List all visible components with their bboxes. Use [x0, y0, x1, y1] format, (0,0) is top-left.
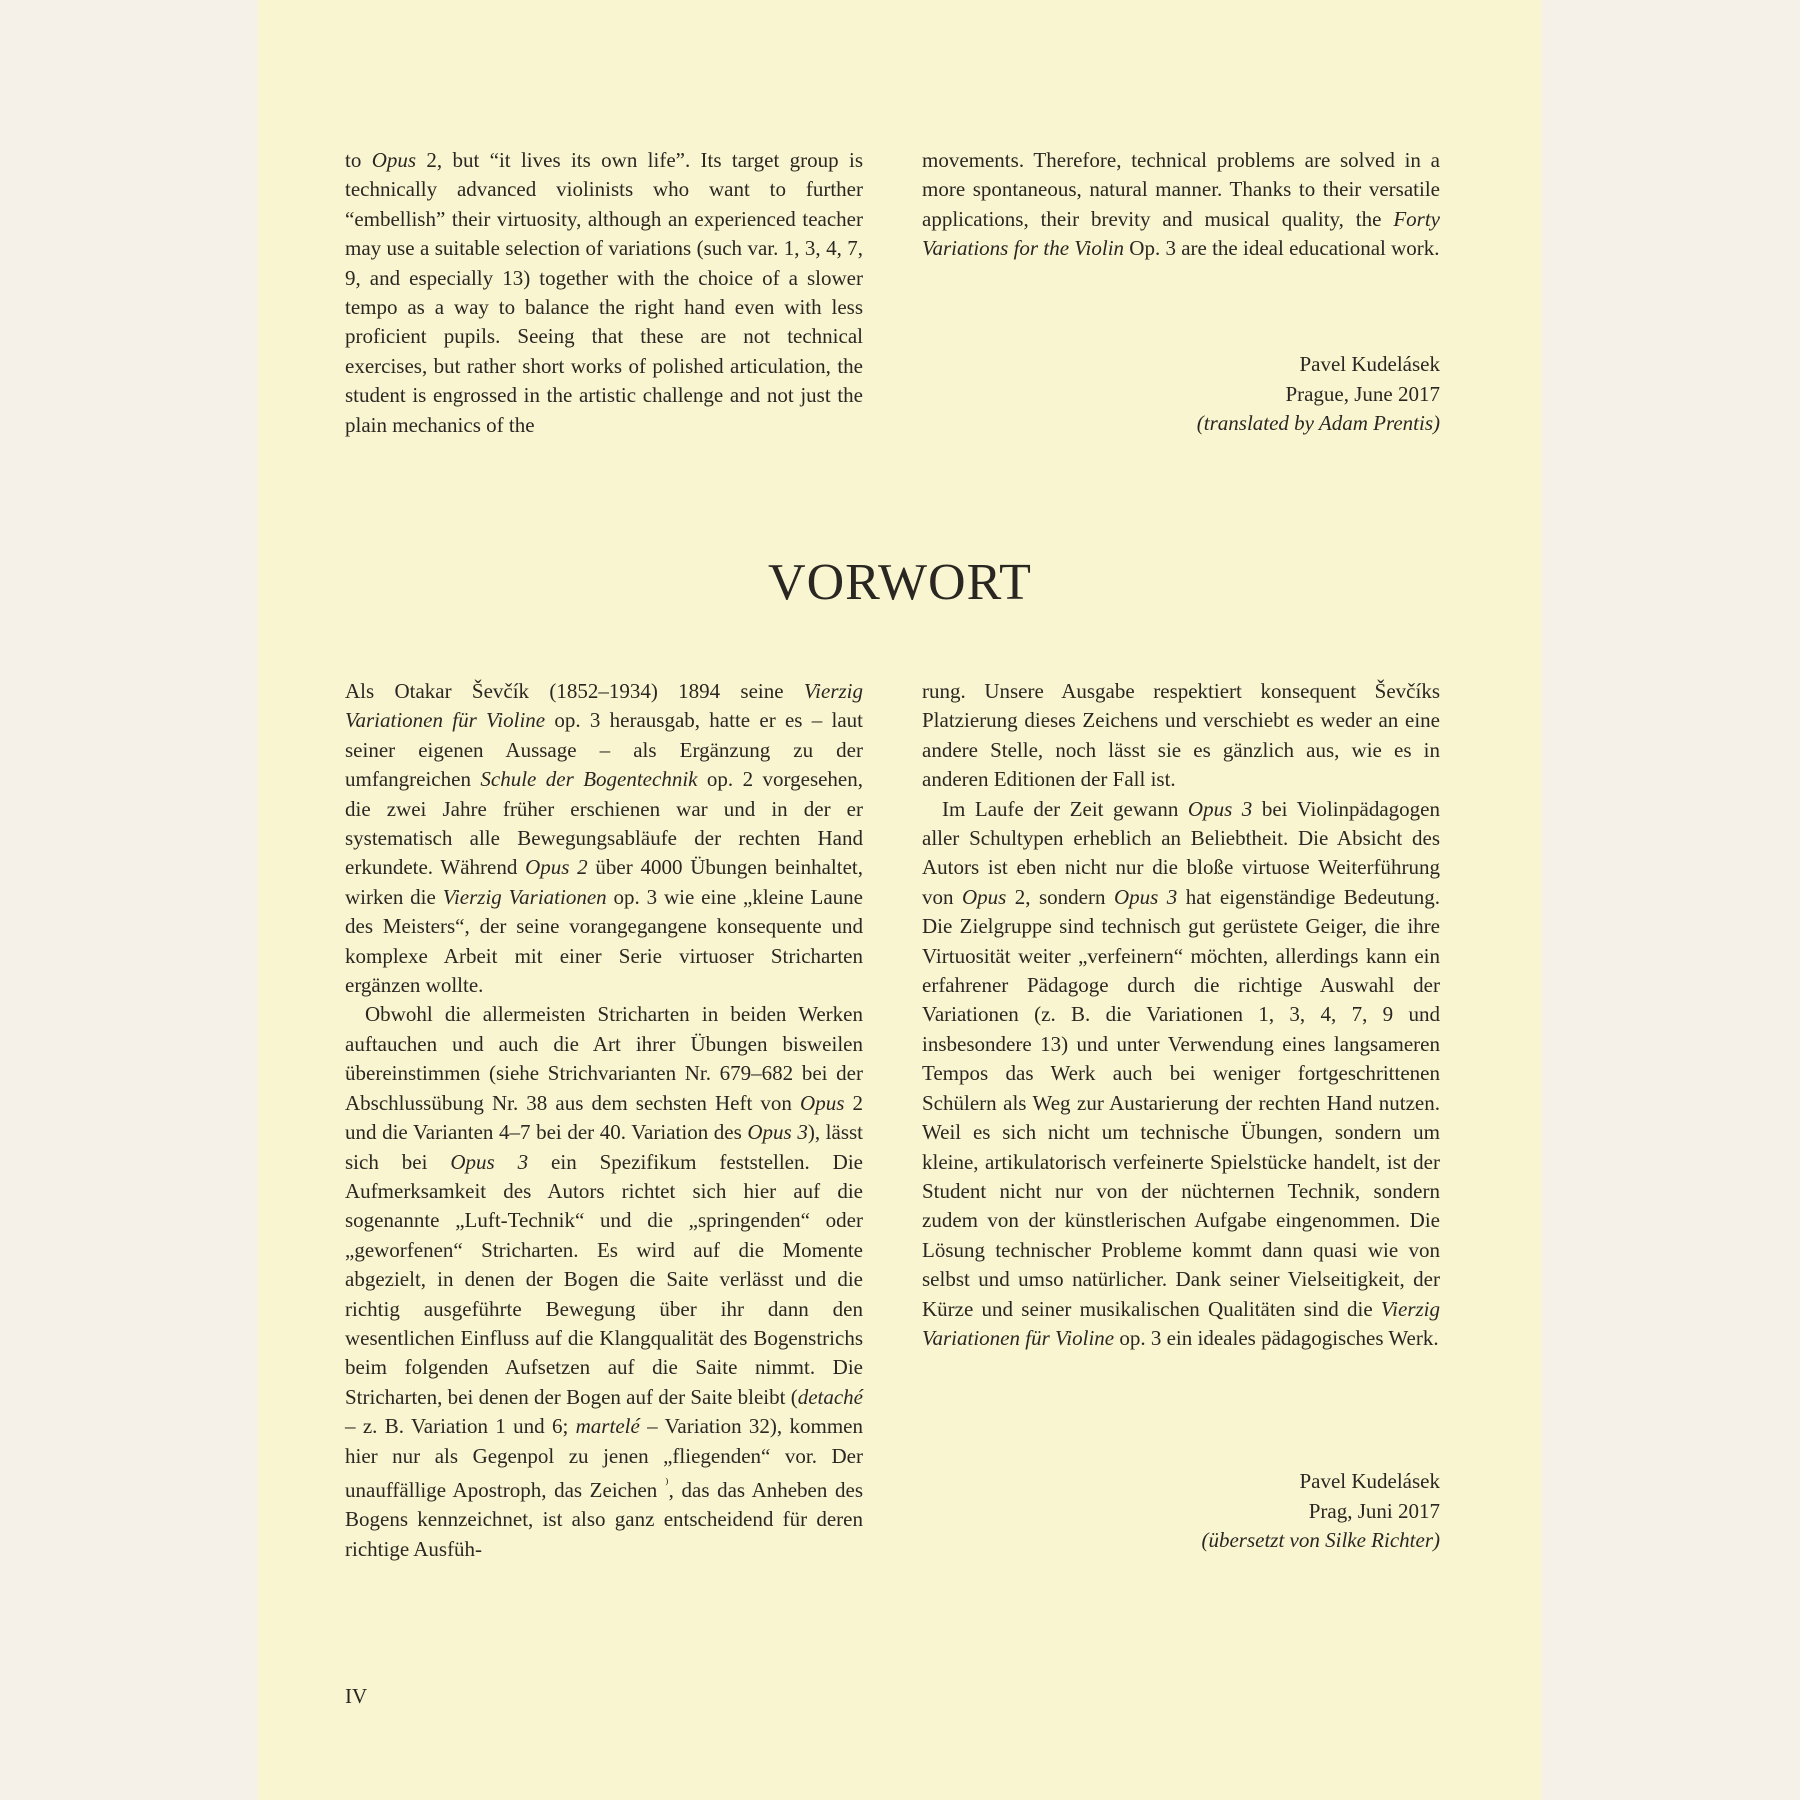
text-run: Im Laufe der Zeit gewann: [942, 796, 1188, 821]
text-run: 2 und die Varianten 4–7 bei der 40. Variation des: [345, 1090, 863, 1145]
text-run: bei Violinpädagogen aller Schultypen erheblich an Beliebtheit. Die Absicht des Autors ist eben nicht nur die bloße virtuose Weiterführung von: [922, 796, 1440, 909]
text-run: op. 3 ein ideales pädagogisches Werk.: [1114, 1325, 1439, 1350]
text-run: hat eigenständige Bedeutung. Die Zielgruppe sind technisch gut gerüstete Geiger, die ihre Virtuosität weiter „verfeinern“ möchten, allerdings kann ein erfahrener Pädagoge durch die richtige Auswahl der Variationen (z. B. die Variationen 1, 3, 4, 7, 9 und insbesondere 13) und unter Verwendung eines langsameren Tempos das Werk auch bei weniger fortgeschrittenen Schülern als Weg zur Austarierung der rechten Hand nutzen. Weil es sich nicht um technische Übungen, sondern um kleine, artikulatorisch verfeinerte Spielstücke handelt, ist der Student nicht nur von der nüchternen Technik, sondern zudem von der künstlerischen Aufgabe eingenommen. Die Lösung technischer Probleme kommt dann quasi wie von selbst und umso natürlicher. Dank seiner Vielseitigkeit, der Kürze und seiner musikalischen Qualitäten sind die: [922, 884, 1440, 1321]
english-text-right-column: [922, 146, 1440, 264]
text-run: über 4000 Übungen beinhaltet, wirken die: [345, 855, 863, 909]
text-run: ), lässt sich bei: [345, 1120, 863, 1174]
italic-text: Vierzig Variationen für Violine: [922, 1296, 1440, 1350]
german-text-right-column: [922, 677, 1440, 1353]
german-paragraph-2: [345, 1000, 863, 1564]
italic-text: Opus 3: [1187, 796, 1253, 821]
text-run: 2, sondern: [1006, 884, 1114, 909]
apostrophe-sign: ⁾: [664, 1476, 669, 1493]
italic-text: martelé: [575, 1414, 640, 1439]
text-run: ein Spezifikum feststellen. Die Aufmerksamkeit des Autors richtet sich hier auf die sogenannte „Luft-Technik“ und die „springenden“ oder „geworfenen“ Stricharten. Es wird auf die Momente abgezielt, in denen der Bogen die Saite verlässt und die richtig ausgeführte Bewegung über ihr dann den wesentlichen Einfluss auf die Klangqualität des Bogenstrichs beim folgenden Aufsetzen auf die Saite nimmt. Die Stricharten, bei denen der Bogen auf der Saite bleibt (: [345, 1149, 863, 1409]
italic-text: Vierzig Variationen: [442, 884, 607, 909]
english-paragraph: [345, 146, 863, 440]
translator-text: (übersetzt von Silke Richter): [1201, 1528, 1440, 1552]
text-run: rung. Unsere Ausgabe respektiert konsequent Ševčíks Platzierung dieses Zeichens und verschiebt es weder an eine andere Stelle, noch lässt sie es gänzlich aus, wie es in anderen Editionen der Fall ist.: [922, 679, 1440, 792]
english-paragraph: [922, 146, 1440, 264]
german-signature: [922, 1467, 1440, 1556]
italic-text: Vierzig Variationen für Violine: [345, 679, 863, 733]
italic-text: Opus 3: [450, 1149, 529, 1174]
author-name: Pavel Kudelásek: [1299, 352, 1440, 376]
italic-text: Schule der Bogentechnik: [480, 767, 698, 792]
section-title: VORWORT: [768, 554, 1032, 611]
translator-credit: [922, 409, 1440, 439]
translator-text: (translated by Adam Prentis): [1196, 411, 1440, 435]
place-date: Prag, Juni 2017: [1308, 1498, 1440, 1523]
italic-text: Opus: [961, 884, 1007, 909]
italic-text: Opus 2: [525, 855, 588, 880]
text-run: to: [345, 148, 372, 172]
text-run: op. 3 wie eine „kleine Laune des Meisters“, der seine vorangegangene konsequente und komplexe Arbeit mit einer Serie virtuoser Stricharten ergänzen wollte.: [345, 884, 863, 998]
text-run: op. 3 herausgab, hatte er es – laut seiner eigenen Aussage – als Ergänzung zu der umfangreichen: [345, 708, 863, 792]
text-run: – Variation 32), kommen hier nur als Gegenpol zu jenen „fliegenden“ vor. Der unauffällige Apostroph, das Zeichen: [345, 1414, 863, 1502]
text-run: – z. B. Variation 1 und 6;: [345, 1414, 576, 1439]
text-run: op. 2 vorgesehen, die zwei Jahre früher erschienen war und in der er systematisch alle Bewegungsabläufe der rechten Hand erkundete. Während: [345, 767, 864, 880]
italic-text: detaché: [797, 1384, 863, 1409]
place-date: Prague, June 2017: [1285, 381, 1440, 406]
english-signature: [922, 350, 1440, 439]
english-text-left-column: [345, 146, 863, 440]
author-name: Pavel Kudelásek: [1299, 1469, 1440, 1493]
page-number: IV: [345, 1684, 368, 1708]
text-run: , das das Anheben des Bogens kennzeichnet, ist also ganz entscheidend für deren richtige Ausfüh-: [345, 1477, 863, 1561]
italic-text: Forty Variations for the Violin: [922, 206, 1440, 261]
text-run: movements. Therefore, technical problems are solved in a more spontaneous, natural manner. Thanks to their versatile applications, their brevity and musical quality, the: [922, 148, 1440, 231]
german-paragraph-1: [345, 677, 863, 1000]
translator-credit: [922, 1526, 1440, 1556]
text-run: Op. 3 are the ideal educational work.: [1124, 236, 1440, 261]
italic-text: Opus: [800, 1090, 845, 1115]
german-paragraph-3: [922, 677, 1440, 795]
german-paragraph-4: [922, 795, 1440, 1354]
italic-text: Opus 3: [1113, 884, 1178, 909]
italic-text: Opus: [371, 148, 417, 172]
italic-text: Opus 3: [747, 1120, 808, 1145]
text-run: Als Otakar Ševčík (1852–1934) 1894 seine: [345, 679, 804, 703]
german-text-left-column: [345, 677, 863, 1564]
text-run: Obwohl die allermeisten Stricharten in beiden Werken auftauchen und auch die Art ihrer Übungen bisweilen übereinstimmen (siehe Strichvarianten Nr. 679–682 bei der Abschlussübung Nr. 38 aus dem sechsten Heft von: [345, 1002, 863, 1115]
text-run: 2, but “it lives its own life”. Its target group is technically advanced violinists who want to further “embellish” their virtuosity, although an experienced teacher may use a suitable selection of variations (such var. 1, 3, 4, 7, 9, and especially 13) together with the choice of a slower tempo as a way to balance the right hand even with less proficient pupils. Seeing that these are not technical exercises, but rather short works of polished articulation, the student is engrossed in the artistic challenge and not just the plain mechanics of the: [345, 148, 863, 437]
